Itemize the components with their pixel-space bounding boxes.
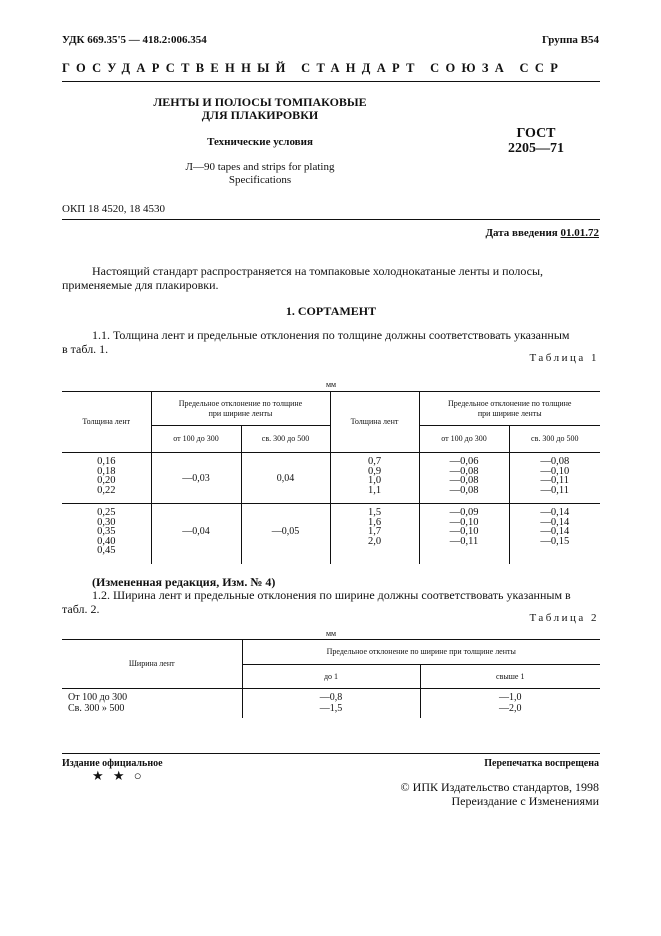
table-value: 0,20	[97, 475, 116, 486]
group-code: Группа В54	[541, 34, 599, 46]
title-line: ЛЕНТЫ И ПОЛОСЫ ТОМПАКОВЫЕ	[153, 95, 367, 109]
table-value: —0,09	[449, 507, 479, 518]
table-value: —0,08	[449, 484, 479, 496]
paragraph-1-1	[62, 328, 600, 356]
table-value: —0,14	[540, 526, 570, 537]
header-thickness: Толщина лент	[62, 392, 151, 453]
text-line: табл. 2.	[62, 602, 100, 616]
gost-code: 2205—71	[508, 141, 564, 156]
row-label: Св. 300 » 500	[62, 703, 242, 718]
title-line: ДЛЯ ПЛАКИРОВКИ	[201, 108, 319, 122]
cell-deviation-group	[419, 453, 509, 504]
table-value: —0,10	[449, 526, 479, 537]
header-deviation-line: при ширине ленты	[208, 408, 273, 418]
cell-thickness-group	[330, 453, 419, 504]
cell-deviation: —0,04	[151, 504, 241, 564]
table-value: —0,08	[449, 475, 479, 486]
table-1-caption: Таблица 1	[529, 352, 599, 364]
header-width: Ширина лент	[62, 640, 242, 689]
table-value: 1,1	[367, 484, 382, 496]
english-title-line: Specifications	[228, 174, 292, 186]
header-width-1: от 100 до 300	[419, 426, 509, 453]
copyright-line: © ИПК Издательство стандартов, 1998	[400, 780, 599, 794]
cell-thickness-group	[62, 504, 151, 564]
table-value: —0,11	[540, 475, 569, 486]
table-value: —0,15	[540, 535, 570, 547]
table-value: 0,25	[97, 507, 116, 518]
udk-code: УДК 669.35'5 — 418.2:006.354	[62, 34, 207, 46]
header-deviation-line: Предельное отклонение по толщине	[448, 398, 572, 408]
header-thickness: Толщина лент	[330, 392, 419, 453]
table-value: —0,06	[449, 456, 479, 467]
intro-date	[485, 227, 599, 239]
table-1-unit: мм	[325, 380, 337, 389]
cell-thickness-group	[62, 453, 151, 504]
header-up-to-1: до 1	[242, 665, 420, 689]
section-heading: 1. СОРТАМЕНТ	[285, 304, 377, 318]
table-value: 0,16	[97, 456, 116, 467]
table-2	[62, 639, 600, 718]
table-value: 0,22	[97, 484, 116, 496]
header-deviation	[419, 392, 600, 426]
table-value: —1,0	[499, 691, 522, 703]
table-value: 0,7	[367, 456, 382, 467]
table-value: —1,5	[242, 703, 420, 718]
cell-deviation: 0,04	[241, 453, 330, 504]
reissue-line: Переиздание с Изменениями	[451, 794, 599, 808]
table-value: 2,0	[367, 535, 382, 547]
table-value: —0,14	[540, 516, 570, 528]
gost-number	[480, 126, 592, 156]
table-value: 0,30	[97, 516, 116, 528]
table-value: 0,18	[97, 465, 116, 477]
table-value: —2,0	[499, 702, 522, 714]
cell-deviation-group	[419, 504, 509, 564]
table-value: —0,8	[242, 689, 420, 703]
row-label: От 100 до 300	[62, 689, 242, 703]
cell-thickness-group	[330, 504, 419, 564]
table-value: 0,9	[367, 465, 382, 477]
text-line: 1.2. Ширина лент и предельные отклонения по ширине должны соответствовать указанным в	[92, 588, 571, 602]
cell-deviation-group	[509, 453, 600, 504]
table-value: —0,14	[540, 507, 570, 518]
header-width-2: св. 300 до 500	[241, 426, 330, 453]
header-deviation	[151, 392, 330, 426]
table-value: —0,10	[449, 516, 479, 528]
table-value: 1,0	[367, 475, 382, 486]
cell-deviation: —0,03	[151, 453, 241, 504]
table-1	[62, 391, 600, 564]
header-deviation-line: Предельное отклонение по толщине	[178, 398, 303, 408]
table-value: 1,7	[367, 526, 382, 537]
table-value: 0,45	[97, 545, 116, 556]
table-value: —0,11	[449, 535, 479, 547]
header-deviation-line: при ширине ленты	[477, 408, 542, 418]
divider	[62, 81, 600, 82]
header-width-1: от 100 до 300	[151, 426, 241, 453]
stars-icon: ★ ★ ○	[92, 768, 145, 783]
official-edition: Издание официальное	[62, 758, 163, 769]
header-width-2: св. 300 до 500	[531, 434, 579, 443]
table-value: —0,11	[540, 484, 569, 496]
divider	[62, 753, 600, 754]
english-title-line: Л—90 tapes and strips for plating	[185, 161, 335, 173]
copyright	[401, 780, 599, 808]
table-value: 0,35	[97, 526, 116, 537]
cell-deviation-group	[509, 504, 600, 564]
table-2-caption: Таблица 2	[529, 612, 599, 624]
header-over-1: свыше 1	[496, 671, 525, 681]
gost-label: ГОСТ	[516, 126, 556, 141]
header-deviation: Предельное отклонение по ширине при толщине ленты	[242, 640, 600, 665]
text-line: 1.1. Толщина лент и предельные отклонения по толщине должны соответствовать указанным	[92, 328, 570, 342]
document-title	[130, 96, 390, 122]
table-value: 0,40	[97, 535, 116, 547]
intro-date-value: 01.01.72	[560, 227, 599, 239]
paragraph-1-2	[62, 588, 600, 616]
table-value: —0,10	[540, 465, 570, 477]
scope-paragraph	[62, 264, 600, 292]
table-2-unit: мм	[325, 629, 337, 638]
table-value: —0,08	[449, 465, 479, 477]
table-value: 1,6	[367, 516, 382, 528]
text-line: в табл. 1.	[62, 342, 109, 356]
reprint-forbidden: Перепечатка воспрещена	[484, 758, 599, 769]
okp-codes: ОКП 18 4520, 18 4530	[62, 203, 165, 215]
table-value: 1,5	[367, 507, 382, 518]
text-line: Настоящий стандарт распространяется на томпаковые холоднокатаные ленты и полосы,	[92, 264, 544, 278]
state-standard-heading: ГОСУДАРСТВЕННЫЙ СТАНДАРТ СОЮЗА ССР	[62, 61, 565, 75]
english-title	[130, 161, 390, 187]
document-subtitle: Технические условия	[207, 136, 313, 148]
amendment-note: (Измененная редакция, Изм. № 4)	[92, 575, 276, 589]
text-line: применяемые для плакировки.	[62, 278, 219, 292]
intro-date-label: Дата введения	[485, 227, 558, 239]
table-value: —0,08	[540, 456, 570, 467]
divider	[62, 219, 600, 220]
cell-deviation: —0,05	[241, 504, 330, 564]
